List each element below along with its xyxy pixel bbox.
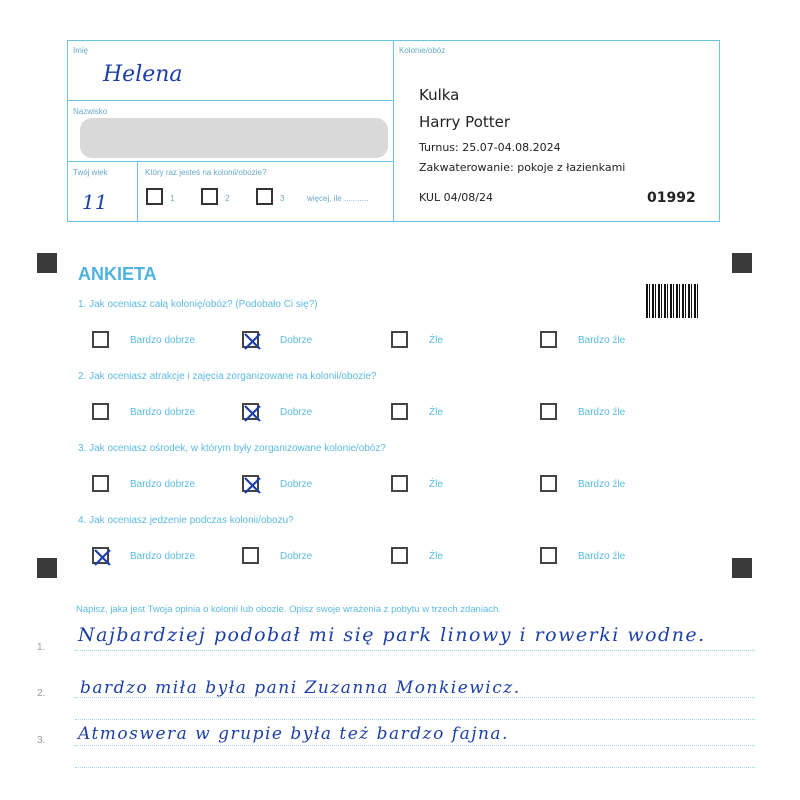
q3-bardzo-dobrze-label: Bardzo dobrze — [130, 479, 196, 490]
writing-line-1 — [75, 650, 755, 651]
q2-dobrze-checkbox[interactable] — [242, 403, 259, 420]
writing-line-3 — [75, 745, 755, 746]
question-4-text: 4. Jak oceniasz jedzenie podczas kolonii/obozu? — [78, 515, 294, 526]
kolonia-label: Kolonie/obóz — [399, 46, 446, 55]
q3-bardzo-dobrze-checkbox[interactable] — [92, 475, 109, 492]
nazwisko-label: Nazwisko — [73, 107, 108, 116]
corner-mark-top-right — [732, 253, 752, 273]
q3-bardzo-zle-checkbox[interactable] — [540, 475, 557, 492]
wiek-label: Twój wiek — [73, 168, 108, 177]
q3-zle-label: Źle — [429, 479, 443, 490]
q4-dobrze-checkbox[interactable] — [242, 547, 259, 564]
corner-mark-bottom-left — [37, 558, 57, 578]
visit-1-checkbox[interactable] — [146, 188, 163, 205]
q2-zle-checkbox[interactable] — [391, 403, 408, 420]
q2-dobrze-label: Dobrze — [280, 407, 313, 418]
ktory-raz-label: Który raz jesteś na kolonii/obozie? — [145, 168, 267, 177]
visit-3-label: 3 — [280, 194, 285, 203]
opinion-line-2: bardzo miła była pani Zuzanna Monkiewicz. — [80, 678, 521, 698]
q2-bardzo-zle-checkbox[interactable] — [540, 403, 557, 420]
q1-bardzo-zle-checkbox[interactable] — [540, 331, 557, 348]
question-2-text: 2. Jak oceniasz atrakcje i zajęcia zorganizowane na kolonii/obozie? — [78, 371, 377, 382]
opinion-line-3: Atmoswera w grupie była też bardzo fajna. — [78, 724, 509, 744]
turnus: Turnus: 25.07-04.08.2024 — [419, 141, 561, 154]
q3-zle-checkbox[interactable] — [391, 475, 408, 492]
visit-3-checkbox[interactable] — [256, 188, 273, 205]
q1-bardzo-dobrze-label: Bardzo dobrze — [130, 335, 196, 346]
check-x-icon — [242, 403, 263, 424]
question-3-text: 3. Jak oceniasz ośrodek, w którym były zorganizowane kolonie/obóz? — [78, 443, 386, 454]
line-number-1: 1. — [37, 642, 46, 653]
corner-mark-top-left — [37, 253, 57, 273]
ankieta-title: ANKIETA — [78, 264, 157, 284]
q3-bardzo-zle-label: Bardzo źle — [578, 479, 626, 490]
q3-dobrze-checkbox[interactable] — [242, 475, 259, 492]
q2-bardzo-dobrze-checkbox[interactable] — [92, 403, 109, 420]
check-x-icon — [242, 331, 263, 352]
question-1-text: 1. Jak oceniasz całą kolonię/obóz? (Podobało Ci się?) — [78, 299, 318, 310]
corner-mark-bottom-right — [732, 558, 752, 578]
writing-line-2 — [75, 697, 755, 698]
q4-zle-label: Źle — [429, 551, 443, 562]
wiek-value: 11 — [82, 190, 108, 214]
form-number: 01992 — [647, 190, 696, 206]
q4-bardzo-zle-checkbox[interactable] — [540, 547, 557, 564]
header-divider-vertical — [393, 40, 394, 221]
visit-2-label: 2 — [225, 194, 230, 203]
q4-bardzo-zle-label: Bardzo źle — [578, 551, 626, 562]
opinion-line-1: Najbardziej podobał mi się park linowy i rowerki wodne. — [78, 624, 706, 646]
q4-bardzo-dobrze-checkbox[interactable] — [92, 547, 109, 564]
writing-line-3b — [75, 767, 755, 768]
zakwaterowanie: Zakwaterowanie: pokoje z łazienkami — [419, 161, 626, 174]
q4-bardzo-dobrze-label: Bardzo dobrze — [130, 551, 196, 562]
q1-zle-label: Źle — [429, 335, 443, 346]
q1-zle-checkbox[interactable] — [391, 331, 408, 348]
header-divider-age — [137, 161, 138, 221]
q2-zle-label: Źle — [429, 407, 443, 418]
kolonia-line2: Harry Potter — [419, 113, 511, 131]
q2-bardzo-dobrze-label: Bardzo dobrze — [130, 407, 196, 418]
wiecej-label: więcej, ile ........... — [307, 194, 369, 203]
header-divider-h1 — [67, 100, 394, 101]
q1-bardzo-zle-label: Bardzo źle — [578, 335, 626, 346]
nazwisko-redaction — [80, 118, 388, 158]
q4-dobrze-label: Dobrze — [280, 551, 313, 562]
q1-bardzo-dobrze-checkbox[interactable] — [92, 331, 109, 348]
visit-1-label: 1 — [170, 194, 175, 203]
opinion-prompt: Napisz, jaka jest Twoja opinia o kolonii lub obozie. Opisz swoje wrażenia z pobytu w trzech zdaniach. — [76, 604, 501, 615]
line-number-3: 3. — [37, 735, 46, 746]
barcode-image — [646, 284, 699, 318]
header-divider-h2 — [67, 161, 394, 162]
imie-value: Helena — [103, 62, 183, 87]
line-number-2: 2. — [37, 688, 46, 699]
writing-line-2b — [75, 719, 755, 720]
camp-code: KUL 04/08/24 — [419, 191, 493, 204]
check-x-icon — [242, 475, 263, 496]
q4-zle-checkbox[interactable] — [391, 547, 408, 564]
imie-label: Imię — [73, 46, 89, 55]
q1-dobrze-checkbox[interactable] — [242, 331, 259, 348]
check-x-icon — [92, 547, 113, 568]
visit-2-checkbox[interactable] — [201, 188, 218, 205]
q1-dobrze-label: Dobrze — [280, 335, 313, 346]
q2-bardzo-zle-label: Bardzo źle — [578, 407, 626, 418]
q3-dobrze-label: Dobrze — [280, 479, 313, 490]
kolonia-line1: Kulka — [419, 86, 460, 104]
